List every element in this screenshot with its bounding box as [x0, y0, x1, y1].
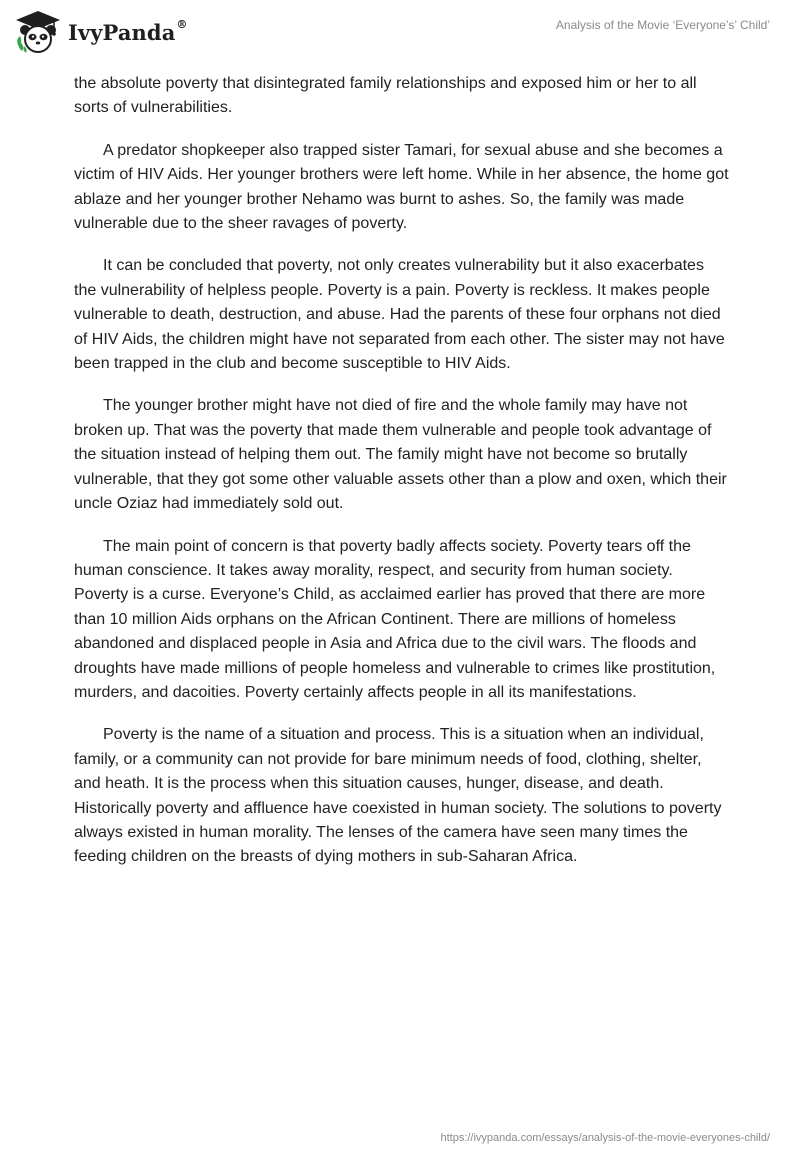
panda-graduation-cap-icon — [14, 9, 62, 55]
document-title: Analysis of the Movie ‘Everyone’s’ Child’ — [555, 18, 770, 32]
paragraph: Poverty is the name of a situation and process. This is a situation when an individual, family, or a community can not provide for bare minimum needs of food, clothing, shelter, and heath. It is the process when this situation causes, hunger, disease, and death. Historically poverty and affluence have coexisted in human society. The solutions to poverty always existed in human morality. The lenses of the camera have seen many times the feeding children on the breasts of dying mothers in sub-Saharan Africa. — [74, 726, 722, 866]
page-header — [0, 0, 800, 70]
essay-body — [74, 72, 730, 888]
brand-name: IvyPanda® — [68, 17, 188, 45]
paragraph: The main point of concern is that poverty badly affects society. Poverty tears off the human conscience. It takes away morality, respect, and security from human society. Poverty is a curse. Everyone’s Child, as acclaimed earlier has proved that there are more than 10 million Aids orphans on the African Continent. There are millions of homeless abandoned and displaced people in Asia and Africa due to the civil wars. The floods and droughts have made millions of people homeless and vulnerable to crimes like prostitution, murders, and dacoities. Poverty certainly affects people in all its manifestations. — [74, 537, 716, 701]
paragraph: It can be concluded that poverty, not only creates vulnerability but it also exacerbates the vulnerability of helpless people. Poverty is a pain. Poverty is reckless. It makes people vulnerable to death, destruction, and abuse. Had the parents of these four orphans not died of HIV Aids, the children might have not separated from each other. The sister may not have been trapped in the club and become susceptible to HIV Aids. — [74, 257, 725, 373]
registered-mark: ® — [176, 17, 188, 31]
paragraph-continuation: the absolute poverty that disintegrated family relationships and exposed him or her to all sorts of vulnerabilities. — [74, 75, 697, 117]
paragraph: The younger brother might have not died of fire and the whole family may have not broken up. That was the poverty that made them vulnerable and people took advantage of the situation instead of helping them out. The family might have not become so brutally vulnerable, that they got some other valuable assets other than a plow and oxen, which their uncle Oziaz had immediately sold out. — [74, 397, 727, 513]
paragraph: A predator shopkeeper also trapped sister Tamari, for sexual abuse and she becomes a victim of HIV Aids. Her younger brothers were left home. While in her absence, the home got ablaze and her younger brother Nehamo was burnt to ashes. So, the family was made vulnerable due to the sheer ravages of poverty. — [74, 141, 729, 233]
ivypanda-logo[interactable] — [14, 9, 188, 55]
source-url-link[interactable]: https://ivypanda.com/essays/analysis-of-the-movie-everyones-child/ — [440, 1132, 770, 1144]
